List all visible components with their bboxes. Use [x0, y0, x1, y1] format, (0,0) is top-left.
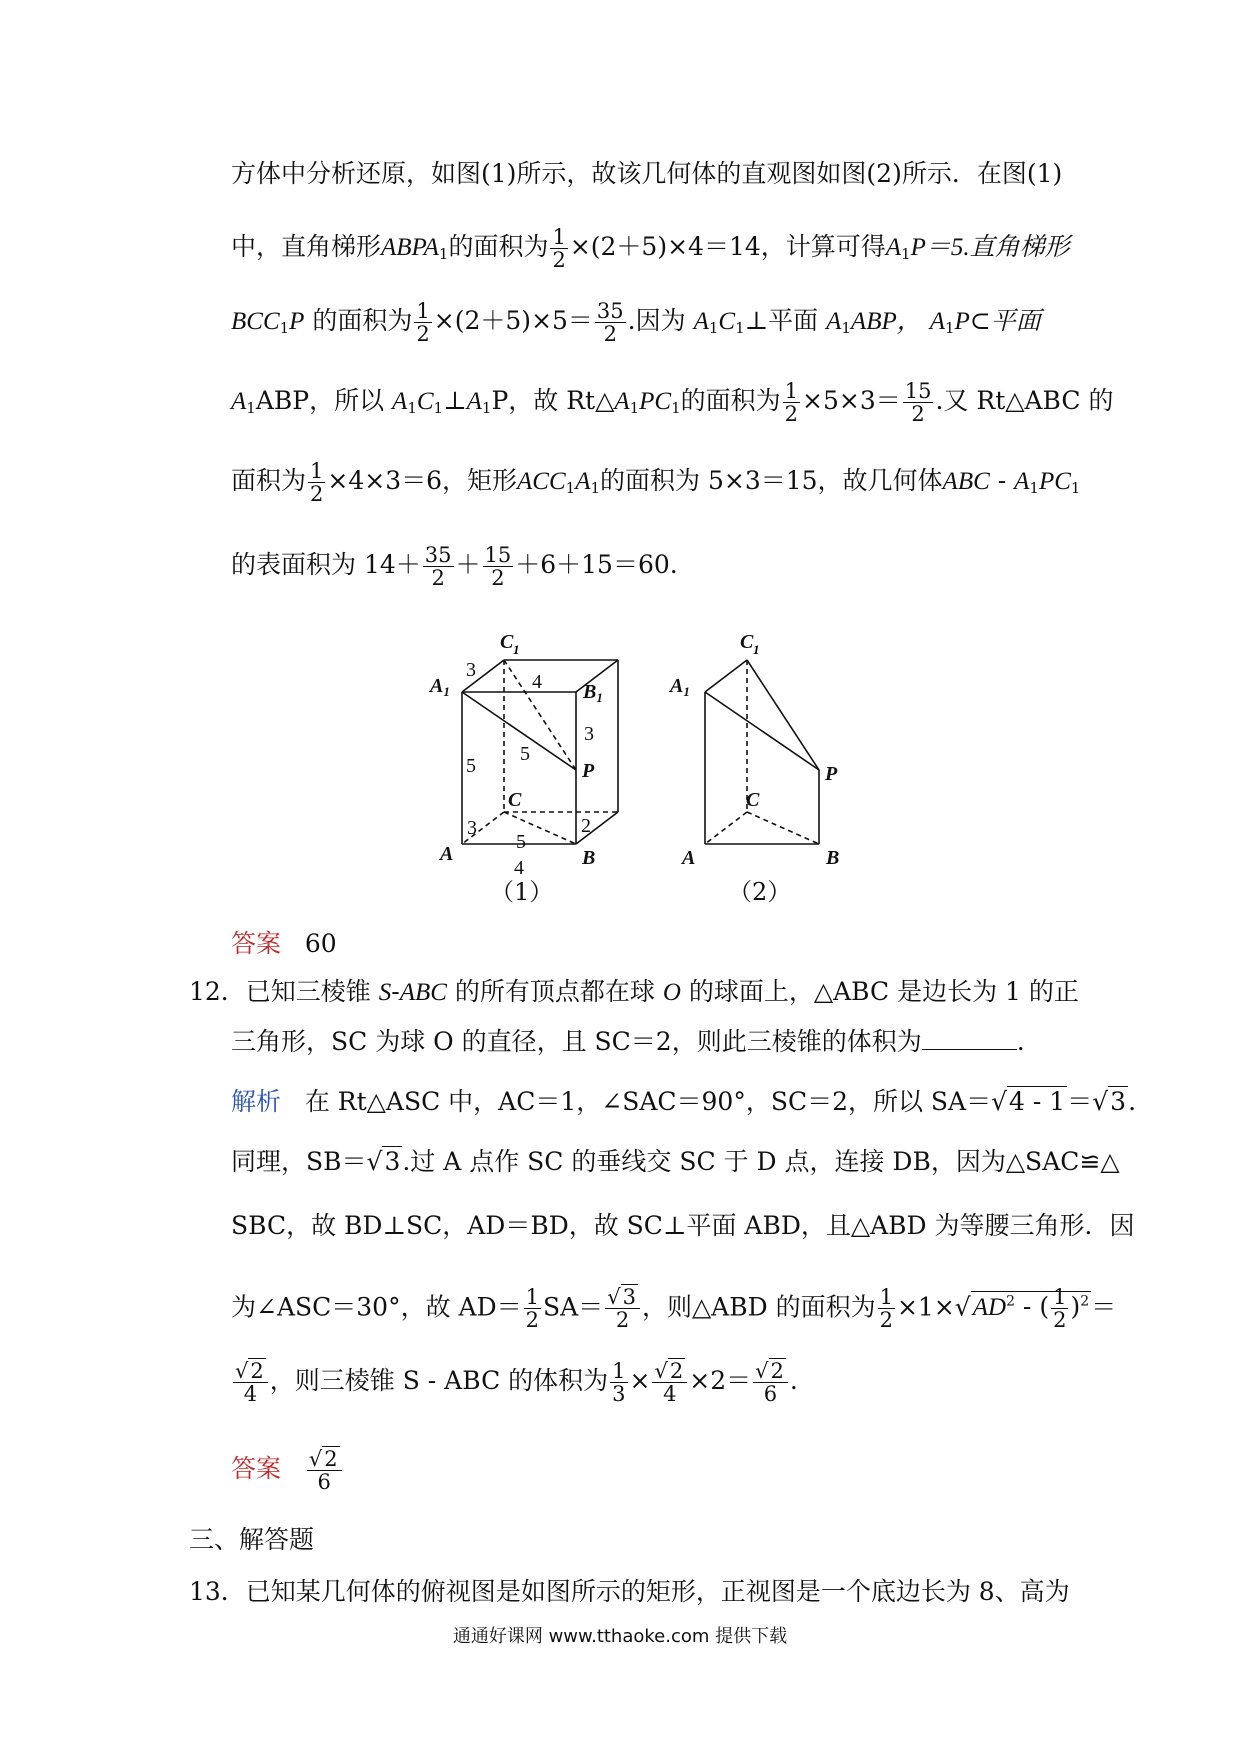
numerator: √2	[652, 1360, 687, 1383]
subscript: 1	[590, 479, 601, 497]
text: 的面积为 5×3＝15，故几何体	[600, 466, 943, 495]
analysis-line-1: 解析 在 Rt△ASC 中，AC＝1，∠SAC＝90°，SC＝2，所以 SA＝√4 - 1＝√3.	[231, 1087, 1137, 1116]
text: A	[929, 308, 945, 335]
question-12-line-2	[231, 1022, 1061, 1062]
denominator: 2	[525, 1308, 539, 1333]
text: 同理，SB＝	[231, 1147, 367, 1176]
denominator: 2	[784, 402, 799, 426]
subscript: 1	[246, 399, 256, 417]
subscript: 1	[671, 399, 681, 417]
subscript: 1	[708, 319, 719, 337]
text: A	[231, 388, 247, 415]
text: C	[416, 388, 434, 415]
text: ACC	[517, 468, 566, 495]
text-line-5: 面积为 $\frac{1}{2}$ ×4×3＝6，矩形$ACC_1A_1$的面积为 5×3＝15，故几何体ABC - $A_1PC_1$	[231, 459, 1081, 506]
text: ×	[629, 1366, 651, 1395]
text: 为∠ASC＝30°，故 AD＝	[231, 1292, 522, 1322]
fraction	[1051, 1286, 1068, 1331]
numerator: 1	[879, 1285, 893, 1310]
text-line-4	[231, 379, 1114, 428]
text: .因为	[627, 306, 686, 335]
denominator: 2	[416, 322, 430, 346]
denominator: 2	[615, 1308, 630, 1333]
answer-line-2	[231, 1448, 1061, 1493]
vertex-label: B	[582, 847, 596, 869]
radicand: 2	[324, 1447, 338, 1471]
radicand: 4 - 1	[1009, 1087, 1066, 1116]
numerator: 15	[484, 543, 512, 567]
radicand: 2	[669, 1359, 684, 1383]
analysis-line-4: 为∠ASC＝30°，故 AD＝ $\frac{1}{2}$ SA＝ $\frac{√3}{2}$ ，则△ABD 的面积为 $\frac{1}{2}$ $\times 1\times√AD^2$ - ( $\frac{1}{2}$ )$^2$＝	[231, 1285, 1117, 1333]
vertex-label: P	[825, 763, 838, 785]
vertex-label: A	[682, 847, 696, 869]
fraction	[610, 1360, 627, 1405]
length-label: 3	[467, 817, 477, 839]
text: 12．已知三棱锥	[189, 977, 371, 1006]
text: ＝	[1091, 1292, 1117, 1322]
text: ×5×3＝	[802, 386, 901, 415]
text: A	[614, 388, 630, 415]
denominator: 2	[491, 566, 505, 590]
text: 面积为	[231, 466, 307, 495]
answer-label: 答案	[231, 929, 282, 958]
text: ×(2＋5)×5＝	[433, 306, 593, 335]
denominator: 3	[612, 1382, 626, 1406]
denominator: 6	[317, 1470, 331, 1494]
hidden-edge	[504, 812, 576, 844]
text: A	[392, 388, 408, 415]
subscript: 1	[841, 319, 851, 337]
fraction	[652, 1360, 687, 1405]
fraction	[483, 544, 514, 589]
text: ×2＝	[689, 1366, 752, 1395]
subscript: 1	[481, 399, 492, 417]
text: ABP，所以	[255, 386, 385, 415]
text: .	[1016, 1027, 1025, 1056]
text: 的球面上，△ABC 是边长为 1 的正	[688, 977, 1079, 1006]
denominator: 2	[911, 402, 925, 426]
text: SA＝	[543, 1292, 604, 1322]
text: .	[789, 1366, 798, 1395]
answer-blank	[922, 1027, 1017, 1050]
fraction	[423, 544, 454, 589]
vertex-label: C	[746, 789, 760, 811]
text: .	[1128, 1087, 1137, 1116]
text: 三角形，SC 为球 O 的直径，且 SC＝2，则此三棱锥的体积为	[231, 1027, 922, 1056]
fraction	[414, 300, 431, 345]
edge	[747, 660, 819, 770]
text: P⊂平面	[954, 308, 1041, 335]
numerator: √2	[233, 1360, 268, 1383]
text: A	[1014, 468, 1030, 495]
vertex-label: $B_1$	[583, 681, 603, 705]
radicand: $AD^2$ - ( $\frac{1}{2}$ )$^2$	[972, 1285, 1090, 1333]
numerator: 1	[310, 459, 324, 483]
subscript: 1	[629, 399, 640, 417]
length-label: 3	[584, 723, 594, 745]
text: A	[693, 308, 709, 335]
numerator: 35	[424, 543, 452, 567]
numerator: 15	[904, 379, 932, 403]
numerator: 1	[1053, 1285, 1067, 1310]
text: O	[662, 979, 681, 1006]
subscript: 1	[901, 245, 911, 263]
text: PC	[639, 388, 672, 415]
text: A	[885, 234, 902, 261]
text: 的面积为	[312, 306, 413, 335]
text: ×4×3＝6，矩形	[327, 466, 518, 495]
answer-line	[231, 924, 1061, 964]
length-label: 4	[514, 857, 524, 879]
denominator: 6	[763, 1382, 778, 1406]
denominator: 2	[1053, 1308, 1067, 1333]
subscript: 1	[438, 245, 449, 263]
radicand: 3	[622, 1285, 636, 1310]
text: A	[826, 308, 842, 335]
denominator: 2	[603, 322, 617, 346]
text: 的所有顶点都在球	[454, 977, 655, 1006]
denominator: 4	[663, 1382, 677, 1406]
numerator: 1	[612, 1359, 626, 1383]
length-label: 4	[532, 671, 542, 693]
numerator: 1	[552, 225, 566, 249]
subscript: 1	[1029, 479, 1039, 497]
numerator: 1	[784, 379, 799, 403]
vertex-label: A	[440, 843, 454, 865]
text: BCC	[231, 308, 280, 335]
fraction	[550, 226, 567, 271]
text-line-2	[231, 225, 1070, 274]
text: 的表面积为 14＋	[231, 550, 421, 579]
text: ABC	[399, 979, 447, 1006]
edge	[462, 692, 576, 770]
numerator: √3	[605, 1286, 640, 1309]
numerator: 1	[416, 299, 430, 323]
text: -	[1014, 1292, 1040, 1322]
subscript: 1	[735, 319, 745, 337]
subscript: 1	[433, 399, 444, 417]
text: ABC	[942, 468, 990, 495]
length-label: 5	[520, 743, 530, 765]
subscript: 1	[565, 479, 576, 497]
vertex-label: C	[740, 631, 754, 653]
fraction	[903, 380, 934, 425]
text: C	[718, 308, 736, 335]
analysis-line-5	[231, 1360, 1061, 1405]
vertex-label: P	[582, 760, 595, 782]
question-12-line-1: 12．已知三棱锥 S-ABC 的所有顶点都在球 O 的球面上，△ABC 是边长为 1 的正	[189, 977, 1079, 1006]
text: PC	[1038, 468, 1071, 495]
denominator: 2	[431, 566, 445, 590]
vertex-label: B	[826, 847, 840, 869]
denominator: 2	[552, 248, 566, 272]
section-heading: 三、解答题	[189, 1525, 315, 1554]
numerator: 1	[525, 1285, 539, 1310]
text: A	[575, 468, 591, 495]
length-label: 5	[516, 831, 526, 853]
text-line-3	[231, 300, 1061, 348]
text: A	[466, 388, 482, 415]
analysis-line-2: 同理，SB＝√3.过 A 点作 SC 的垂线交 SC 于 D 点，连接 DB，因为△SAC≌△	[231, 1147, 1120, 1176]
length-label: 5	[466, 755, 476, 777]
text: 中，直角梯形	[231, 232, 382, 261]
text: S	[378, 979, 392, 1006]
radicand: 2	[250, 1359, 264, 1383]
denominator: 2	[879, 1308, 893, 1333]
fraction	[783, 380, 800, 425]
analysis-label: 解析	[231, 1087, 282, 1116]
text: ⊥	[443, 386, 467, 415]
denominator: 2	[310, 482, 324, 506]
fraction	[605, 1286, 640, 1331]
text: ，则三棱锥 S - ABC 的体积为	[269, 1366, 609, 1395]
page-footer: 通通好课网 www.tthaoke.com 提供下载	[452, 1626, 788, 1647]
radicand: 3	[1110, 1087, 1127, 1116]
fraction	[307, 1448, 342, 1493]
geometry-figure	[420, 620, 880, 910]
radicand: 2	[770, 1359, 784, 1383]
fraction	[524, 1286, 541, 1331]
text: ×(2＋5)×4＝14，计算可得	[569, 232, 886, 261]
figure-caption-1: （1）	[490, 878, 554, 906]
subscript: 1	[1070, 479, 1081, 497]
text: ＋	[455, 550, 481, 579]
subscript-label: 1	[513, 642, 520, 657]
subscript: 1	[279, 319, 290, 337]
fraction	[878, 1286, 895, 1331]
text-line-6	[231, 544, 1061, 589]
text: ⊥平面	[744, 306, 819, 335]
text: AD	[972, 1294, 1007, 1322]
text: 的面积为	[680, 386, 781, 415]
figure-caption-2: （2）	[728, 878, 792, 906]
analysis-line-3	[231, 1206, 1135, 1246]
vertex-label: C	[508, 789, 522, 811]
text: SBC，故 BD⊥SC，AD＝BD，故 SC⊥平面 ABD，且△ABD 为等腰三角形．因	[231, 1211, 1135, 1240]
edge	[705, 660, 747, 692]
numerator: 35	[596, 299, 624, 323]
text: P	[289, 308, 305, 335]
text: .过 A 点作 SC 的垂线交 SC 于 D 点，连接 DB，因为△SAC≌△	[402, 1147, 1120, 1176]
vertex-label: $A_1$	[670, 675, 690, 699]
fraction	[233, 1360, 268, 1405]
subscript: 1	[407, 399, 417, 417]
text: P，故 Rt△	[491, 386, 615, 415]
text: ，则△ABD 的面积为	[641, 1292, 876, 1322]
subscript: 1	[944, 319, 955, 337]
fraction	[595, 300, 626, 345]
text: ＋6＋15＝60.	[515, 550, 678, 579]
denominator: 4	[243, 1382, 258, 1406]
edge	[705, 812, 747, 844]
text: P＝5.直角梯形	[910, 234, 1070, 261]
vertex-label: $A_1$	[430, 675, 450, 699]
numerator: √2	[753, 1360, 788, 1383]
length-label: 3	[466, 659, 476, 681]
text: .又 Rt△ABC 的	[935, 386, 1114, 415]
question-13: 13．已知某几何体的俯视图是如图所示的矩形，正视图是一个底边长为 8、高为	[189, 1577, 1070, 1606]
subscript-label: 1	[753, 642, 760, 657]
numerator: √2	[307, 1448, 342, 1471]
text: 方体中分析还原，如图(1)所示，故该几何体的直观图如图(2)所示．在图(1)	[231, 159, 1063, 188]
fraction	[308, 460, 325, 505]
length-label: 2	[581, 815, 591, 837]
edge	[747, 812, 819, 844]
text: 在 Rt△ASC 中，AC＝1，∠SAC＝90°，SC＝2，所以 SA＝	[304, 1087, 992, 1116]
text-line-1	[231, 154, 1061, 194]
answer-value: 60	[304, 929, 337, 958]
text: ABPA	[381, 234, 439, 261]
radicand: 3	[384, 1147, 401, 1176]
text: ABP，	[850, 308, 922, 335]
vertex-label: C	[500, 631, 514, 653]
edge	[705, 692, 819, 770]
text: 的面积为	[448, 232, 549, 261]
text: ＝	[1067, 1087, 1093, 1116]
text: ×1×	[896, 1292, 955, 1322]
answer-label: 答案	[231, 1454, 282, 1483]
fraction	[753, 1360, 788, 1405]
